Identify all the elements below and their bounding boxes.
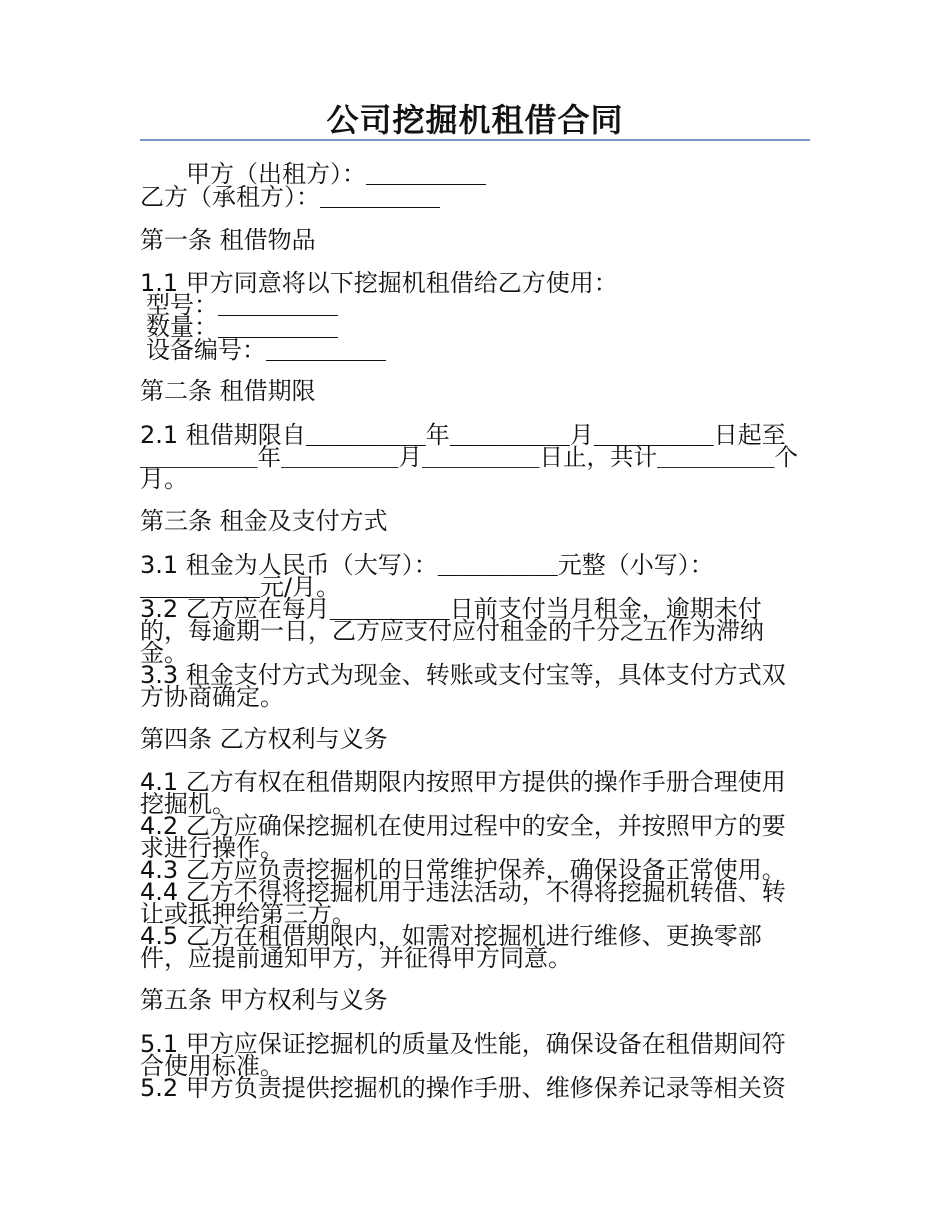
clause-1-1: 1.1 甲方同意将以下挖掘机租借给乙方使用： [140,269,618,297]
section-3-heading: 第三条 租金及支付方式 [140,507,388,535]
clause-2-1-line-2: ＿＿＿＿＿年＿＿＿＿＿月＿＿＿＿＿日止，共计＿＿＿＿＿个 [140,443,798,471]
quantity-field: 数量：＿＿＿＿＿ [146,313,338,341]
clause-2-1-line-1: 2.1 租借期限自＿＿＿＿＿年＿＿＿＿＿月＿＿＿＿＿日起至 [140,421,786,449]
clause-3-1-line-1: 3.1 租金为人民币（大写）：＿＿＿＿＿元整（小写）： [140,551,714,579]
model-field: 型号：＿＿＿＿＿ [146,291,338,319]
title-underline [140,139,810,141]
section-1-heading: 第一条 租借物品 [140,226,316,254]
clause-4-1-line-2: 挖掘机。 [140,790,236,818]
clause-4-2-line-1: 4.2 乙方应确保挖掘机在使用过程中的安全，并按照甲方的要 [140,812,786,840]
clause-3-2-line-1: 3.2 乙方应在每月＿＿＿＿＿日前支付当月租金，逾期未付 [140,595,762,623]
clause-3-2-line-3: 金。 [140,639,188,667]
clause-4-4-line-1: 4.4 乙方不得将挖掘机用于违法活动，不得将挖掘机转借、转 [140,878,786,906]
clause-2-1-line-3: 月。 [140,465,188,493]
document-title: 公司挖掘机租借合同 [326,101,624,139]
clause-4-4-line-2: 让或抵押给第三方。 [140,900,356,928]
clause-5-1-line-2: 合使用标准。 [140,1052,284,1080]
party-b-line: 乙方（承租方）：＿＿＿＿＿ [140,183,440,211]
clause-4-5-line-2: 件，应提前通知甲方，并征得甲方同意。 [140,944,572,972]
equipment-number-field: 设备编号：＿＿＿＿＿ [146,336,386,364]
clause-5-1-line-1: 5.1 甲方应保证挖掘机的质量及性能，确保设备在租借期间符 [140,1030,786,1058]
clause-3-3-line-2: 方协商确定。 [140,683,284,711]
section-5-heading: 第五条 甲方权利与义务 [140,986,388,1014]
clause-5-2-line-1: 5.2 甲方负责提供挖掘机的操作手册、维修保养记录等相关资 [140,1074,786,1102]
clause-3-3-line-1: 3.3 租金支付方式为现金、转账或支付宝等，具体支付方式双 [140,661,786,689]
clause-3-1-line-2: ＿＿＿＿＿元/月。 [140,573,341,601]
section-4-heading: 第四条 乙方权利与义务 [140,725,388,753]
party-a-line: 甲方（出租方）：＿＿＿＿＿ [186,160,486,188]
clause-4-3: 4.3 乙方应负责挖掘机的日常维护保养，确保设备正常使用。 [140,856,786,884]
clause-4-1-line-1: 4.1 乙方有权在租借期限内按照甲方提供的操作手册合理使用 [140,768,786,796]
section-2-heading: 第二条 租借期限 [140,377,316,405]
clause-4-5-line-1: 4.5 乙方在租借期限内，如需对挖掘机进行维修、更换零部 [140,922,762,950]
clause-3-2-line-2: 的，每逾期一日，乙方应支付应付租金的千分之五作为滞纳 [140,617,764,645]
clause-4-2-line-2: 求进行操作。 [140,834,284,862]
